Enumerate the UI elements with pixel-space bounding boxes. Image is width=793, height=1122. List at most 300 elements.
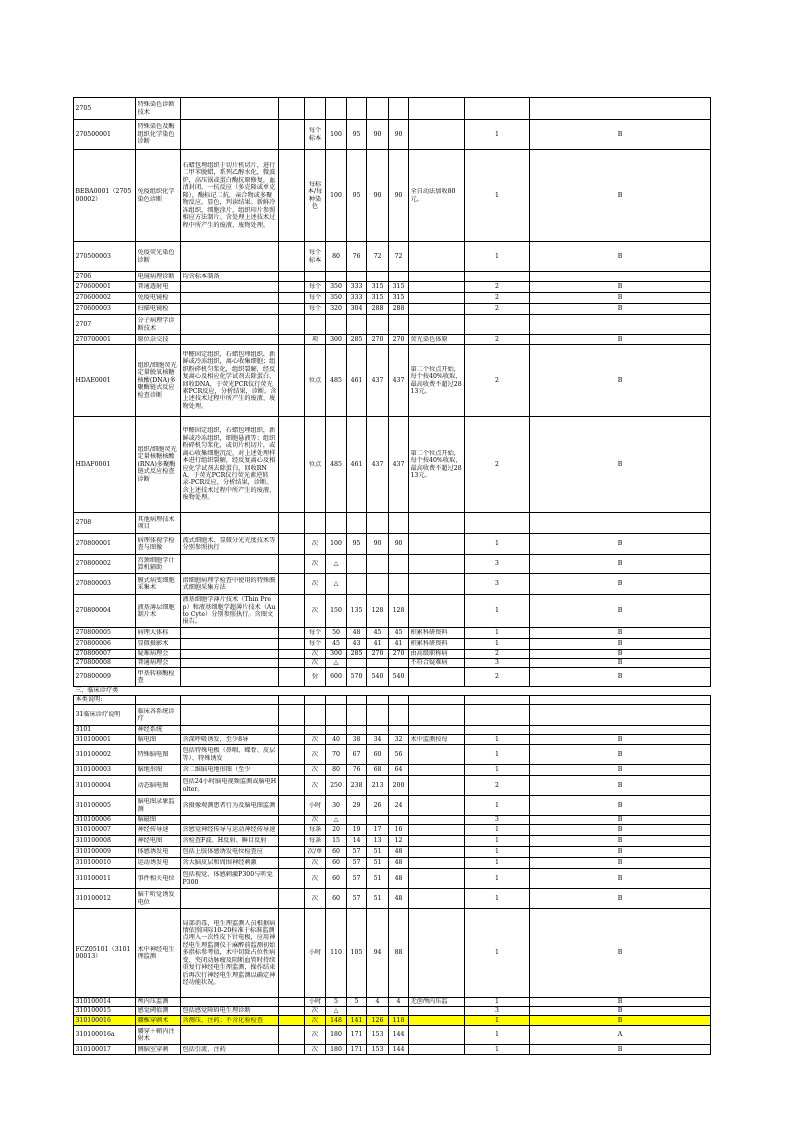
unit-text: 份	[311, 673, 319, 681]
item-name-text: 颅内压监测	[137, 998, 169, 1006]
item-content-cell	[181, 735, 279, 745]
price-3-cell	[367, 335, 389, 345]
item-name-text: 神经传导速	[137, 826, 169, 834]
category-text: B	[617, 580, 623, 588]
price-2-cell	[347, 1007, 367, 1016]
price-1-cell	[326, 120, 347, 150]
price-4-text: 88	[394, 949, 403, 957]
price-3-text: 68	[373, 766, 382, 774]
item-content-cell	[181, 335, 279, 345]
grade-cell	[465, 304, 530, 315]
excluded-cell	[279, 315, 305, 335]
item-name-cell	[136, 909, 181, 998]
category-cell	[530, 796, 711, 816]
price-2-text: 135	[350, 607, 363, 615]
price-4-cell	[389, 534, 409, 555]
excluded-cell	[279, 668, 305, 687]
item-content-cell	[181, 628, 279, 639]
price-2-text: 285	[350, 335, 363, 343]
price-1-cell	[326, 639, 347, 650]
item-code-text: 310100016	[75, 1016, 111, 1024]
table-row	[74, 776, 711, 796]
item-content-cell	[181, 98, 279, 120]
table-row	[74, 836, 711, 847]
category-cell	[530, 909, 711, 998]
category-cell	[530, 120, 711, 150]
unit-text: 每个	[308, 283, 322, 291]
item-name-text: 体感诱发电	[137, 848, 169, 856]
price-3-cell	[367, 628, 389, 639]
excluded-cell	[279, 696, 305, 705]
item-content-cell	[181, 816, 279, 825]
category-cell	[530, 696, 711, 705]
price-1-cell	[326, 869, 347, 889]
unit-cell	[305, 98, 326, 120]
item-name-text: 显微摄影术	[137, 640, 169, 648]
price-1-text: 180	[330, 1031, 342, 1039]
item-content-text: 指细胞病理学检查中使用的特殊膜式细胞采集方法	[182, 576, 276, 591]
price-3-cell	[367, 574, 389, 595]
item-code-cell	[74, 909, 136, 998]
price-1-cell	[326, 889, 347, 909]
grade-text: 1	[495, 1045, 499, 1053]
item-name-text: 液基薄层细胞制片术	[137, 603, 175, 618]
grade-cell	[465, 242, 530, 272]
grade-cell	[465, 1026, 530, 1045]
remarks-cell	[409, 1045, 465, 1055]
price-3-cell	[367, 1007, 389, 1016]
item-name-text: 宫颈细胞学计算机辅助	[137, 556, 175, 571]
unit-text: 小时	[308, 949, 322, 957]
remarks-text: 由高级职称病	[410, 650, 448, 658]
price-3-cell	[367, 150, 389, 242]
item-code-cell	[74, 726, 136, 735]
price-1-cell	[326, 1016, 347, 1026]
item-code-cell	[74, 1045, 136, 1055]
item-code-text: 270800007	[75, 650, 111, 658]
price-1-text: 60	[332, 848, 340, 856]
remarks-cell	[409, 628, 465, 639]
price-3-text: 51	[373, 859, 382, 867]
price-3-cell	[367, 776, 389, 796]
price-1-text: 15	[332, 837, 340, 845]
price-1-text: 100	[330, 130, 342, 138]
price-3-text: 126	[371, 1016, 384, 1024]
table-row	[74, 272, 711, 282]
item-content-cell	[181, 1016, 279, 1026]
grade-cell	[465, 745, 530, 765]
price-4-cell	[389, 765, 409, 776]
price-2-cell	[347, 1045, 367, 1055]
item-name-cell	[136, 1045, 181, 1055]
item-name-cell	[136, 639, 181, 650]
table-row	[74, 293, 711, 304]
remarks-cell	[409, 639, 465, 650]
price-3-cell	[367, 417, 389, 513]
unit-cell	[305, 1026, 326, 1045]
unit-cell	[305, 242, 326, 272]
price-4-text: 48	[394, 859, 403, 867]
unit-cell	[305, 858, 326, 869]
price-1-text: 60	[332, 874, 340, 882]
item-name-cell	[136, 650, 181, 659]
excluded-cell	[279, 735, 305, 745]
category-cell	[530, 1026, 711, 1045]
category-cell	[530, 889, 711, 909]
remarks-cell	[409, 272, 465, 282]
category-text: B	[617, 1045, 623, 1053]
unit-text: 次/单	[307, 848, 323, 856]
table-row	[74, 555, 711, 574]
grade-cell	[465, 998, 530, 1007]
item-name-cell	[136, 242, 181, 272]
category-cell	[530, 858, 711, 869]
item-name-cell	[136, 335, 181, 345]
item-name-cell	[136, 1007, 181, 1016]
item-name-cell	[136, 555, 181, 574]
item-code-text: 270800005	[75, 629, 111, 637]
price-2-cell	[347, 847, 367, 858]
unit-cell	[305, 555, 326, 574]
item-code-text: 310100012	[75, 894, 111, 902]
table-row	[74, 796, 711, 816]
price-2-cell	[347, 595, 367, 628]
item-name-cell	[136, 889, 181, 909]
price-3-text: 540	[371, 673, 384, 681]
unit-text: 次	[311, 894, 319, 902]
price-4-cell	[389, 735, 409, 745]
price-3-cell	[367, 796, 389, 816]
price-3-cell	[367, 765, 389, 776]
excluded-cell	[279, 120, 305, 150]
price-1-text: △	[333, 560, 339, 568]
grade-cell	[465, 687, 530, 696]
price-4-text: 90	[394, 191, 403, 199]
remarks-text: 第二个位点开始，每个按40%收取，最高收费不超过2813元。	[410, 365, 462, 395]
remarks-cell	[409, 282, 465, 293]
category-text: B	[617, 949, 623, 957]
item-name-text: 神经系统	[137, 726, 163, 734]
grade-text: 1	[495, 252, 499, 260]
item-content-cell	[181, 776, 279, 796]
grade-cell	[465, 668, 530, 687]
price-1-cell	[326, 726, 347, 735]
item-content-cell	[181, 150, 279, 242]
price-2-cell	[347, 1016, 367, 1026]
item-name-text: 侧脑室穿刺	[137, 1045, 169, 1053]
excluded-cell	[279, 272, 305, 282]
item-content-cell	[181, 825, 279, 836]
grade-cell	[465, 639, 530, 650]
price-4-cell	[389, 242, 409, 272]
excluded-cell	[279, 98, 305, 120]
item-name-text: 动态脑电图	[137, 781, 169, 789]
item-content-text: 含摄像观测患者行为及脑电图监测	[182, 801, 276, 809]
table-row	[74, 120, 711, 150]
price-2-cell	[347, 150, 367, 242]
remarks-cell	[409, 735, 465, 745]
unit-cell	[305, 909, 326, 998]
price-1-cell	[326, 1045, 347, 1055]
category-text: B	[617, 735, 623, 743]
grade-text: 1	[495, 130, 499, 138]
item-code-cell	[74, 150, 136, 242]
price-4-cell	[389, 345, 409, 417]
item-content-cell	[181, 998, 279, 1007]
unit-cell	[305, 150, 326, 242]
remarks-cell	[409, 726, 465, 735]
item-name-text: 免疫电镜检	[137, 294, 169, 302]
category-cell	[530, 816, 711, 825]
item-code-text: 270800009	[75, 673, 111, 681]
unit-cell	[305, 659, 326, 668]
item-name-text: 病理大体标	[137, 629, 169, 637]
item-content-text: 含感觉神经传导与运动神经传导速	[182, 826, 276, 834]
item-content-cell	[181, 889, 279, 909]
price-2-cell	[347, 650, 367, 659]
item-code-cell	[74, 765, 136, 776]
price-4-cell	[389, 574, 409, 595]
item-name-cell	[136, 816, 181, 825]
category-cell	[530, 555, 711, 574]
item-code-text: 31临床诊疗说明	[75, 711, 121, 719]
price-2-cell	[347, 315, 367, 335]
price-2-text: 95	[352, 130, 361, 138]
price-3-text: 4	[375, 998, 380, 1006]
price-4-cell	[389, 417, 409, 513]
price-3-cell	[367, 858, 389, 869]
item-content-cell	[181, 242, 279, 272]
category-cell	[530, 1045, 711, 1055]
grade-cell	[465, 816, 530, 825]
category-cell	[530, 534, 711, 555]
item-name-cell	[136, 735, 181, 745]
excluded-cell	[279, 705, 305, 726]
price-3-text: 153	[371, 1031, 384, 1039]
price-2-text: 76	[352, 252, 361, 260]
price-4-cell	[389, 726, 409, 735]
price-4-text: 4	[396, 998, 401, 1006]
price-1-cell	[326, 628, 347, 639]
price-3-cell	[367, 98, 389, 120]
grade-text: 1	[495, 801, 499, 809]
price-1-cell	[326, 345, 347, 417]
item-name-text: 术中神经电生理监测	[137, 945, 175, 960]
excluded-cell	[279, 745, 305, 765]
item-code-text: 三、临床诊疗类	[75, 687, 119, 695]
remarks-cell	[409, 659, 465, 668]
excluded-cell	[279, 726, 305, 735]
unit-text: 次	[311, 735, 319, 743]
remarks-cell	[409, 668, 465, 687]
grade-cell	[465, 628, 530, 639]
item-content-cell	[181, 765, 279, 776]
item-name-cell	[136, 836, 181, 847]
category-text: B	[617, 294, 623, 302]
unit-cell	[305, 345, 326, 417]
price-1-text: △	[333, 580, 339, 588]
item-code-text: 310100014	[75, 998, 111, 1006]
category-cell	[530, 1016, 711, 1026]
category-cell	[530, 650, 711, 659]
price-3-cell	[367, 687, 389, 696]
price-1-cell	[326, 836, 347, 847]
item-content-text: 含二维脑电地形图（至少	[182, 766, 251, 774]
grade-text: 2	[495, 335, 499, 343]
price-4-text: 45	[394, 629, 403, 637]
price-2-text: 43	[352, 640, 361, 648]
price-3-text: 270	[371, 335, 384, 343]
unit-text: 每个	[308, 294, 322, 302]
item-name-cell	[136, 513, 181, 534]
price-1-text: 100	[330, 191, 342, 199]
unit-cell	[305, 668, 326, 687]
item-code-text: 310100015	[75, 1007, 111, 1015]
table-row	[74, 628, 711, 639]
price-2-cell	[347, 628, 367, 639]
item-name-text: 普通透射电	[137, 283, 169, 291]
item-content-text: 局部消毒，电生理监测人员根据病情依照国际10-20标准于标准监测点埋入一次性皮下针电极，应用神经电生理监测仪于麻醉前监测初始多指标参考值，术中切除占位性病变、夹闭动脉瘤及阻断血管时持续重复行神经电生理监测，操作结束后再次行神经电生理监测以确定神经功能状况。	[182, 919, 276, 987]
grade-cell	[465, 726, 530, 735]
item-code-cell	[74, 272, 136, 282]
price-2-text: 48	[352, 629, 361, 637]
table-row	[74, 847, 711, 858]
item-name-cell	[136, 858, 181, 869]
price-2-cell	[347, 335, 367, 345]
price-3-cell	[367, 735, 389, 745]
table-row	[74, 650, 711, 659]
unit-text: 项	[311, 335, 319, 343]
unit-cell	[305, 745, 326, 765]
price-1-text: 350	[330, 294, 342, 302]
table-row	[74, 745, 711, 765]
item-content-cell	[181, 705, 279, 726]
item-name-cell	[136, 745, 181, 765]
price-2-cell	[347, 687, 367, 696]
price-4-cell	[389, 1007, 409, 1016]
item-content-text: 含测压、注药；不含化验检查	[182, 1016, 263, 1024]
price-1-cell	[326, 242, 347, 272]
category-cell	[530, 825, 711, 836]
item-content-cell	[181, 417, 279, 513]
item-code-cell	[74, 595, 136, 628]
grade-text: 2	[495, 376, 499, 384]
price-4-text: 90	[394, 130, 403, 138]
price-1-text: 40	[332, 735, 340, 743]
item-code-cell	[74, 98, 136, 120]
unit-cell	[305, 705, 326, 726]
category-text: B	[617, 837, 623, 845]
excluded-cell	[279, 574, 305, 595]
item-name-cell	[136, 668, 181, 687]
category-cell	[530, 735, 711, 745]
item-content-cell	[181, 1045, 279, 1055]
price-2-cell	[347, 1026, 367, 1045]
excluded-cell	[279, 595, 305, 628]
item-code-cell	[74, 417, 136, 513]
excluded-cell	[279, 345, 305, 417]
item-code-text: 270800003	[75, 580, 111, 588]
excluded-cell	[279, 847, 305, 858]
remarks-cell	[409, 696, 465, 705]
price-4-cell	[389, 687, 409, 696]
price-3-cell	[367, 315, 389, 335]
category-cell	[530, 595, 711, 628]
item-name-cell	[136, 825, 181, 836]
price-3-cell	[367, 847, 389, 858]
price-4-text: 437	[392, 460, 405, 468]
price-3-text: 270	[371, 650, 384, 658]
category-text: B	[617, 376, 623, 384]
item-name-text: 原位杂交技	[137, 335, 169, 343]
unit-text: 次	[311, 816, 319, 824]
item-code-text: BEBA0001（270500002）	[75, 188, 132, 203]
item-name-text: 免疫组织化学染色诊断	[137, 188, 175, 203]
table-row	[74, 345, 711, 417]
item-name-cell	[136, 776, 181, 796]
category-text: B	[617, 560, 623, 568]
unit-cell	[305, 816, 326, 825]
remarks-cell	[409, 998, 465, 1007]
price-3-cell	[367, 282, 389, 293]
unit-cell	[305, 847, 326, 858]
unit-text: 每条	[308, 837, 322, 845]
price-4-cell	[389, 869, 409, 889]
unit-text: 位点	[308, 460, 322, 468]
price-3-cell	[367, 595, 389, 628]
category-cell	[530, 272, 711, 282]
price-3-cell	[367, 998, 389, 1007]
item-code-cell	[74, 735, 136, 745]
grade-cell	[465, 345, 530, 417]
price-1-text: 80	[332, 766, 340, 774]
excluded-cell	[279, 776, 305, 796]
grade-text: 2	[495, 294, 499, 302]
item-name-text: 普通病理会	[137, 659, 169, 667]
grade-text: 1	[495, 629, 499, 637]
price-2-cell	[347, 735, 367, 745]
remarks-cell	[409, 705, 465, 726]
remarks-text: 荧光染色体原	[410, 335, 448, 343]
grade-text: 2	[495, 673, 499, 681]
item-code-cell	[74, 869, 136, 889]
grade-text: 1	[495, 826, 499, 834]
price-4-text: 16	[394, 826, 403, 834]
table-row	[74, 513, 711, 534]
category-text: B	[617, 335, 623, 343]
item-content-cell	[181, 659, 279, 668]
item-code-text: 310100017	[75, 1045, 111, 1053]
item-content-cell	[181, 869, 279, 889]
item-content-text: 包括感觉障碍电生理诊断	[182, 1007, 251, 1015]
price-1-cell	[326, 513, 347, 534]
table-row	[74, 1007, 711, 1016]
category-cell	[530, 765, 711, 776]
price-1-text: 485	[330, 376, 342, 384]
table-row	[74, 1026, 711, 1045]
grade-cell	[465, 1045, 530, 1055]
price-2-text: 67	[352, 750, 361, 758]
item-code-cell	[74, 998, 136, 1007]
price-1-cell	[326, 816, 347, 825]
item-name-text: 组织/细胞荧光定量核糖核酸(RNA)多聚酶链式反应检查诊断	[137, 445, 177, 483]
price-3-cell	[367, 869, 389, 889]
price-1-text: 60	[332, 894, 340, 902]
item-name-text: 腰穿＋鞘内注射术	[137, 1027, 175, 1042]
item-code-cell	[74, 816, 136, 825]
grade-cell	[465, 650, 530, 659]
item-content-cell	[181, 650, 279, 659]
